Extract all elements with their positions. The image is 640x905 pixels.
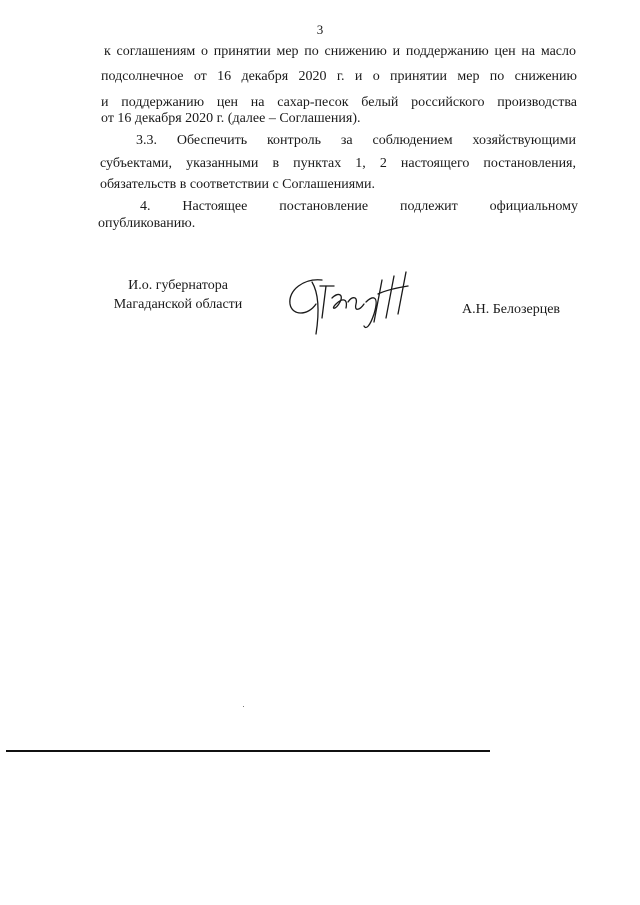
item-4-line-2: опубликованию. — [98, 216, 196, 231]
scan-speck — [243, 706, 244, 707]
handwritten-signature — [282, 268, 432, 338]
signatory-position-line-2: Магаданской области — [113, 297, 243, 312]
signatory-position — [92, 276, 264, 314]
footer-divider — [6, 750, 490, 752]
item-4-line-1: 4. Настоящее постановление подлежит официальному — [140, 199, 578, 214]
signatory-position-line-1: И.о. губернатора — [128, 278, 228, 293]
page-number: 3 — [316, 22, 324, 37]
item-3-3-line-3: обязательств в соответствии с Соглашениями. — [100, 177, 376, 192]
item-3-3-line-2: субъектами, указанными в пунктах 1, 2 настоящего постановления, — [100, 156, 576, 171]
signatory-name: А.Н. Белозерцев — [462, 302, 561, 317]
continuation-line-3: и поддержанию цен на сахар-песок белый российского производства — [101, 95, 577, 110]
continuation-line-4: от 16 декабря 2020 г. (далее – Соглашения). — [101, 111, 361, 126]
item-3-3-line-1: 3.3. Обеспечить контроль за соблюдением хозяйствующими — [136, 133, 576, 148]
continuation-line-2: подсолнечное от 16 декабря 2020 г. и о принятии мер по снижению — [101, 69, 577, 84]
continuation-line-1: к соглашениям о принятии мер по снижению и поддержанию цен на масло — [104, 44, 576, 59]
